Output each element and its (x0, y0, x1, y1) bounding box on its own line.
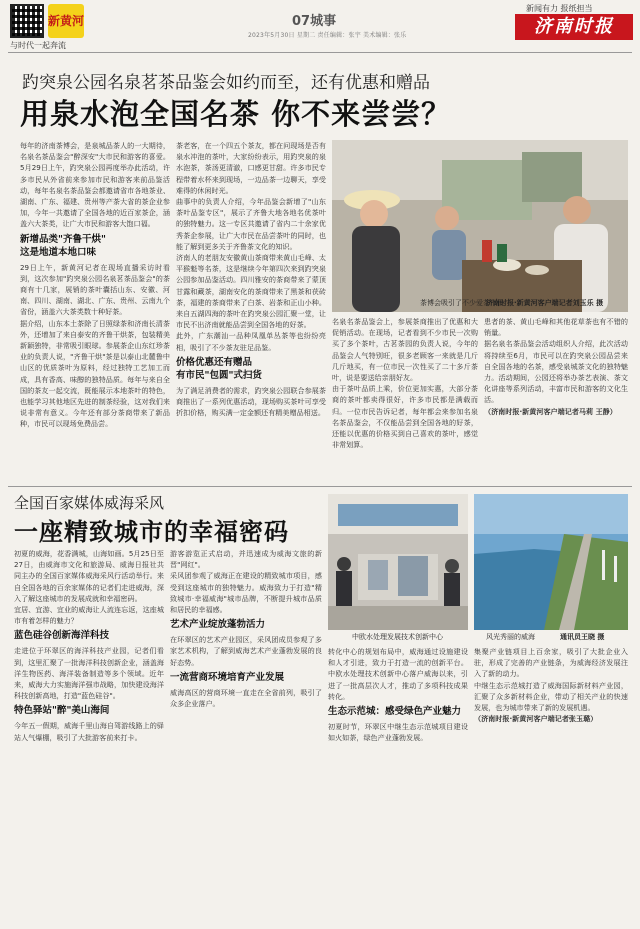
story2-headline: 一座精致城市的幸福密码 (14, 518, 289, 546)
story2-column-4 (474, 646, 628, 923)
byline: （济南时报·新黄河客户端记者马莉 王静） (484, 406, 617, 416)
subheading-line: 价格优惠还有赠品 (176, 356, 253, 368)
paragraph: 今年五一假期，威海千里山海自驾游线路上的驿站人气爆棚，吸引了大批游客前来打卡。 (14, 721, 164, 742)
paragraph: 初夏的威海，花香满城，山海如画。5月25日至27日，由威海市文化和旅游局、威海日报社共同主办的全国百家媒体威海采风行活动举行。来自全国各地的百余家媒体的记者们走进威海，深入了解这座城市的发展成就和幸福密码。 (14, 549, 164, 603)
masthead-tagline: 与时代一起奔流 (10, 41, 66, 50)
subheading-line: 这是地道本地口味 (20, 246, 97, 258)
weihai-scenery-photo (474, 494, 628, 630)
subheading: 特色驿站"醉"美山海间 (14, 705, 110, 717)
paragraph: 为了满足消费者的需求，趵突泉公园联合参展茶商推出了一系列优惠活动，现场购买茶叶可享受折扣价格，购买满一定金额还有精美赠品相送。 (176, 385, 326, 418)
subheading-line: 新增品类"齐鲁干烘" (20, 233, 106, 245)
masthead (0, 0, 640, 52)
paragraph: 据介绍，山东本土茶除了日照绿茶和济南长清茶外，还增加了来自泰安的齐鲁干烘茶，包装精美新颖独特，非常吸引眼球。参展茶企山东红珍茶业的负责人说，"齐鲁干烘"茶是以泰山北麓鲁中山区的优质茶叶为原料，经过独特工艺加工而成，具有香高、味醇的独特品质。每年与来自全国的茶友一起交流，既能展示本地茶叶的特色，也能学习其他地区先进的制茶经验，这对我们来说非常有意义。今年还有部分茶商带来了新品种，市民可以现场免费品尝。 (20, 318, 170, 429)
page-section-label: 07城事 (292, 14, 337, 29)
tea-expo-photo-credit: 济南时报·新黄河客户端记者刘玉乐 摄 (486, 299, 604, 307)
paragraph: 曲事中的负责人介绍，今年品鉴会新增了"山东茶叶品鉴专区"，展示了齐鲁大地各地名优茶叶的独特魅力。这一专区共邀请了省内二十余家优秀茶企参展，让广大市民在品尝茶叶的同时，也能了解到更多关于齐鲁茶文化的知识。 (176, 197, 326, 251)
story1-column-4 (484, 316, 628, 482)
paragraph: 在环翠区的艺术产业园区，采风团成员参观了多家艺术机构，了解到威海艺术产业蓬勃发展的良好态势。 (170, 635, 322, 667)
paragraph: 名泉名茶品鉴会上，参展茶商推出了优惠和大促销活动。在现场，记者看到不少市民一次购买了多个茶叶，古茗茶园的负责人说，今年的品鉴会人气特别旺，很多老顾客一来就是几斤几斤地买，有一位市民一次性买了二十多斤茶叶，说是要送给亲朋好友。 (332, 317, 478, 383)
top-divider (8, 52, 632, 53)
subheading (20, 233, 170, 259)
paragraph: 由于茶叶品质上乘，价位更加实惠，大部分茶商的茶叶都卖得很好，许多市民都是满载而归。一位市民告诉记者，每年都会来参加名泉名茶品鉴会，不仅能品尝到全国各地的好茶，还能以优惠的价格买到自己喜欢的茶叶，感觉非常划算。 (332, 384, 478, 450)
story1-column-3 (332, 316, 478, 482)
brand-slogan: 新闻有力 报纸担当 (526, 4, 593, 13)
paragraph: 游客游览正式启动，并迅速成为威海文旅的新晋"网红"。 (170, 549, 322, 570)
byline: （济南时报·新黄河客户端记者张玉璐） (474, 714, 598, 724)
paragraph: 威海高区的营商环境一直走在全省前列，吸引了众多企业落户。 (170, 687, 322, 709)
water-treatment-center-caption: 中欧水处理发展技术创新中心 (352, 633, 443, 641)
paragraph: 宜居、宜游、宜业的威海让人流连忘返，这座城市有着怎样的魅力？ (14, 605, 164, 626)
paragraph: 转化中心的规划布局中，威海通过设施建设和人才引进，致力于打造一流的创新平台。中欧水处理技术创新中心落户威海以来，引进了一批高层次人才，推动了多项科技成果转化。 (328, 647, 468, 701)
paragraph: 每年的济南茶博会，是泉城品茶人的一大期待，名泉名茶品鉴会"醉深安"大市民和游客的喜爱。5月29日上午，趵突泉公园再度举办此活动，许多市民从外省前来参加市民和游客来前品鉴活动，每年名泉名茶品鉴会都邀请省市各地茶业、湖南、广东、福建、贵州等产茶大省的茶企业参加，今年一共邀请了全国各地的近百家茶企，涵盖六大茶类，让广大市民和游客大饱口福。 (20, 141, 170, 229)
paragraph: 此外，广东潮汕一品种凤凰单丛茶等也纷纷亮相，吸引了不少茶友驻足品鉴。 (176, 331, 326, 352)
paragraph: 集聚产业链项目上百余家，吸引了大批企业入驻，形成了完善的产业链条，为威海经济发展注入了新的动力。 (474, 647, 628, 679)
paragraph: 中继生态示范城打造了威海国际新材料产业园，汇聚了众多新材料企业，带动了相关产业的快速发展，也为城市带来了新的发展机遇。 (474, 680, 628, 713)
tea-expo-photo-illustration (332, 140, 628, 312)
story1-headline: 用泉水泡全国名茶 你不来尝尝？ (20, 97, 452, 131)
subheading: 一流营商环境培育产业发展 (170, 671, 285, 683)
paragraph: 采风团参观了威海正在建设的精致城市项目，感受到这座城市的独特魅力。威海致力于打造"精致城市·幸福威海"城市品牌，不断提升城市品质和居民的幸福感。 (170, 571, 322, 615)
paragraph: 初夏时节，环翠区中继生态示范城项目建设如火如荼，绿色产业蓬勃发展。 (328, 722, 468, 743)
paragraph: 走进位于环翠区的海洋科技产业园，记者们看到，这里汇聚了一批海洋科技创新企业，涵盖海洋生物医药、海洋装备制造等多个领域。近年来，威海大力实施海洋强市战略，加快建设海洋科技创新高地，打造"蓝色硅谷"。 (14, 646, 164, 701)
story1-column-2 (176, 140, 326, 482)
story1-kicker: 趵突泉公园名泉茗茶品鉴会如约而至，还有优惠和赠品 (22, 73, 430, 93)
dateline: 2023年5月30日 星期二 责任编辑：张宇 美术编辑：张乐 (248, 32, 407, 39)
brand-logo: 济南时报 (515, 14, 633, 40)
water-treatment-center-illustration (328, 494, 468, 630)
tea-expo-photo (332, 140, 628, 312)
newspaper-logo: 新黄河 (48, 4, 84, 38)
story2-column-3 (328, 646, 468, 923)
paragraph: 茶老客，在一个四五个茶友，都在问现场是否有泉水冲泡的茶叶，大家纷纷表示，用趵突泉的泉水泡茶，茶汤更清澈，口感更甘甜。许多市民专程带着水杯来到现场，一边品茶一边聊天，享受难得的休闲时光。 (176, 141, 326, 195)
paragraph: 济南人的老朋友安徽黄山茶商带来黄山毛峰、太平猴魁等名茶，这是继续今年第四次来到趵突泉公园参加品鉴活动。四川雅安的茶商带来了蒙顶甘露和藏茶，湖南安化的茶商带来了黑茶和茯砖茶，福建的茶商带来了白茶、岩茶和正山小种。来自五湖四海的茶叶在趵突泉公园汇聚一堂，让市民不出济南就能品尝到全国各地的好茶。 (176, 253, 326, 330)
weihai-scenery-illustration (474, 494, 628, 630)
subheading-line: 有市民"包圆"式扫货 (176, 369, 262, 381)
weihai-scenery-credit: 通讯员王晓 摄 (560, 633, 605, 641)
subheading: 艺术产业绽放蓬勃活力 (170, 619, 266, 631)
story-divider (8, 486, 632, 487)
story2-column-1 (14, 548, 164, 923)
story2-kicker: 全国百家媒体威海采风 (14, 494, 165, 512)
qr-code-icon[interactable] (10, 4, 44, 38)
paragraph: 据名泉名茶品鉴会活动组织人介绍，此次活动将持续至6月，市民可以在趵突泉公园品尝来自全国各地的名茶，感受泉城茶文化的独特魅力。活动期间，公园还将举办茶艺表演、茶文化讲座等系列活动，丰富市民和游客的文化生活。 (484, 339, 628, 405)
water-treatment-center-photo (328, 494, 468, 630)
subheading: 蓝色硅谷创新海洋科技 (14, 630, 110, 642)
story1-column-1 (20, 140, 170, 482)
story2-column-2 (170, 548, 322, 923)
paragraph: 患者的茶、黄山毛峰和其他花草茶也有不错的销量。 (484, 317, 628, 338)
subheading: 生态示范城：感受绿色产业魅力 (328, 706, 462, 718)
weihai-scenery-caption: 风光秀丽的威海 (486, 633, 535, 641)
paragraph: 29日上午，新黄河记者在现场直播采访时看到，这次参加"趵突泉公园名泉茗茶品鉴会"的茶商有十几家，展销的茶叶囊括山东、安徽、河南、四川、湖南、湖北、广东、贵州、云南九个省份，涵盖六大茶类数十种好茶。 (20, 262, 170, 317)
subheading (176, 356, 326, 382)
tea-expo-photo-caption: 茶博会吸引了不少爱茶市民 (420, 299, 504, 307)
